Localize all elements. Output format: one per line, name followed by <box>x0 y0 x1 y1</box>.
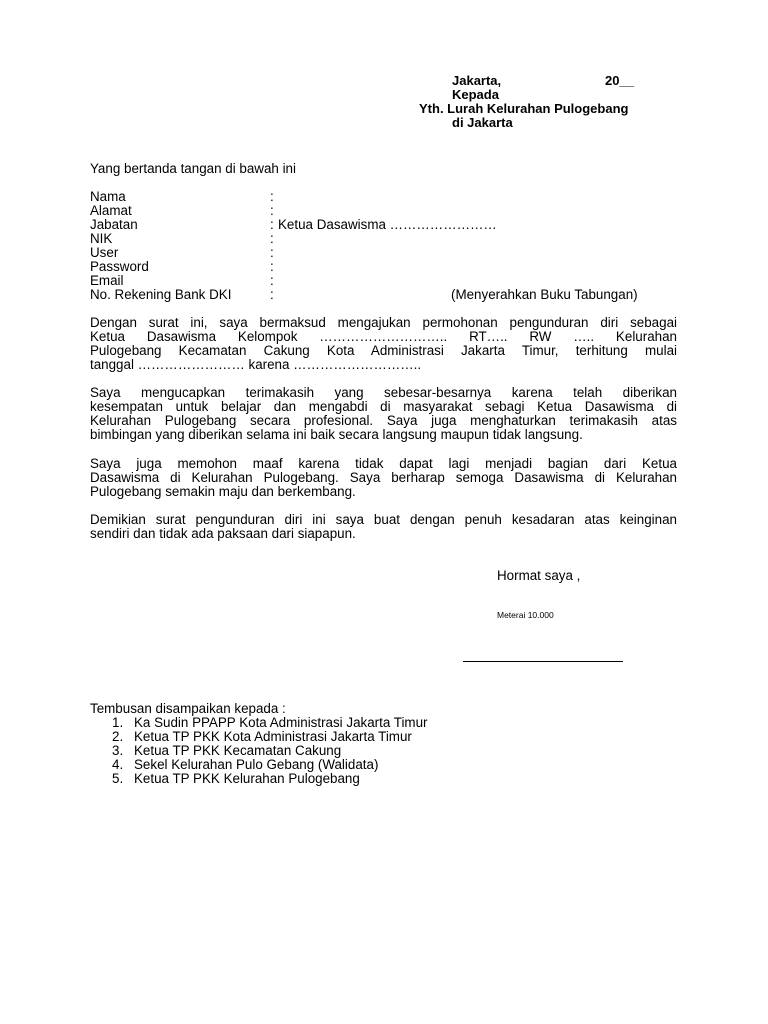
meterai-label: Meterai 10.000 <box>497 610 554 620</box>
list-number: 1. <box>112 715 124 730</box>
list-number: 2. <box>112 729 124 744</box>
paragraph-closing <box>90 513 677 541</box>
list-text: Sekel Kelurahan Pulo Gebang (Walidata) <box>134 757 379 772</box>
paragraph-line: Kelurahan Pulogebang secara profesional. Saya juga menghaturkan terimakasih atas <box>90 413 677 428</box>
field-label: No. Rekening Bank DKI <box>90 287 232 302</box>
paragraph-line: Pulogebang semakin maju dan berkembang. <box>90 484 356 499</box>
list-item <box>112 772 360 786</box>
paragraph-line: sendiri dan tidak ada paksaan dari siapapun. <box>90 526 356 541</box>
list-number: 5. <box>112 771 124 786</box>
list-item <box>112 758 378 772</box>
list-number: 4. <box>112 757 124 772</box>
list-text: Ketua TP PKK Kecamatan Cakung <box>134 743 342 758</box>
field-colon: : <box>270 189 274 204</box>
paragraph-apology <box>90 457 677 499</box>
paragraph-line: Pulogebang Kecamatan Cakung Kota Administrasi Jakarta Timur, terhitung mulai <box>90 343 677 358</box>
field-label: Password <box>90 259 149 274</box>
field-label: User <box>90 245 119 260</box>
field-label: Jabatan <box>90 217 138 232</box>
signature-line <box>463 661 623 662</box>
field-label: NIK <box>90 231 113 246</box>
paragraph-line: Saya mengucapkan terimakasih yang sebesar-besarnya karena telah diberikan <box>90 385 677 400</box>
field-colon: : <box>270 259 274 274</box>
list-item <box>112 716 428 730</box>
paragraph-line: Saya juga memohon maaf karena tidak dapat lagi menjadi bagian dari Ketua <box>90 456 677 471</box>
paragraph-line: Ketua Dasawisma Kelompok ……………………….. RT….. RW ….. Kelurahan <box>90 329 677 344</box>
tembusan-heading: Tembusan disampaikan kepada : <box>90 701 286 716</box>
field-colon: : <box>270 273 274 288</box>
list-text: Ketua TP PKK Kota Administrasi Jakarta Timur <box>134 729 412 744</box>
closing-salutation: Hormat saya , <box>497 568 581 583</box>
year-blank: 20__ <box>605 73 634 88</box>
field-colon: : <box>270 287 274 302</box>
field-colon: : <box>270 217 274 232</box>
intro-text: Yang bertanda tangan di bawah ini <box>90 161 296 176</box>
recipient-line: Yth. Lurah Kelurahan Pulogebang <box>419 101 629 116</box>
field-colon: : <box>270 231 274 246</box>
list-text: Ketua TP PKK Kelurahan Pulogebang <box>134 771 360 786</box>
paragraph-line: tanggal …………………… karena ……………………….. <box>90 357 422 372</box>
recipient-location: di Jakarta <box>452 115 513 130</box>
kepada-label: Kepada <box>452 87 499 102</box>
field-label: Alamat <box>90 203 132 218</box>
field-label: Nama <box>90 189 126 204</box>
list-text: Ka Sudin PPAPP Kota Administrasi Jakarta Timur <box>134 715 428 730</box>
field-colon: : <box>270 203 274 218</box>
paragraph-line: Demikian surat pengunduran diri ini saya buat dengan penuh kesadaran atas keinginan <box>90 512 677 527</box>
city-date: Jakarta, <box>452 73 502 88</box>
field-colon: : <box>270 245 274 260</box>
paragraph-line: Dasawisma di Kelurahan Pulogebang. Saya berharap semoga Dasawisma di Kelurahan <box>90 470 677 485</box>
field-label: Email <box>90 273 124 288</box>
paragraph-line: Dengan surat ini, saya bermaksud mengajukan permohonan pengunduran diri sebagai <box>90 315 677 330</box>
paragraph-thanks <box>90 386 677 442</box>
field-value: Ketua Dasawisma …………………… <box>278 217 497 232</box>
list-item <box>112 730 412 744</box>
list-number: 3. <box>112 743 124 758</box>
list-item <box>112 744 341 758</box>
paragraph-request <box>90 316 677 372</box>
paragraph-line: kesempatan untuk belajar dan mengabdi di masyarakat sebagi Ketua Dasawisma di <box>90 399 677 414</box>
paragraph-line: bimbingan yang diberikan selama ini baik secara langsung maupun tidak langsung. <box>90 427 583 442</box>
field-note: (Menyerahkan Buku Tabungan) <box>451 287 638 302</box>
